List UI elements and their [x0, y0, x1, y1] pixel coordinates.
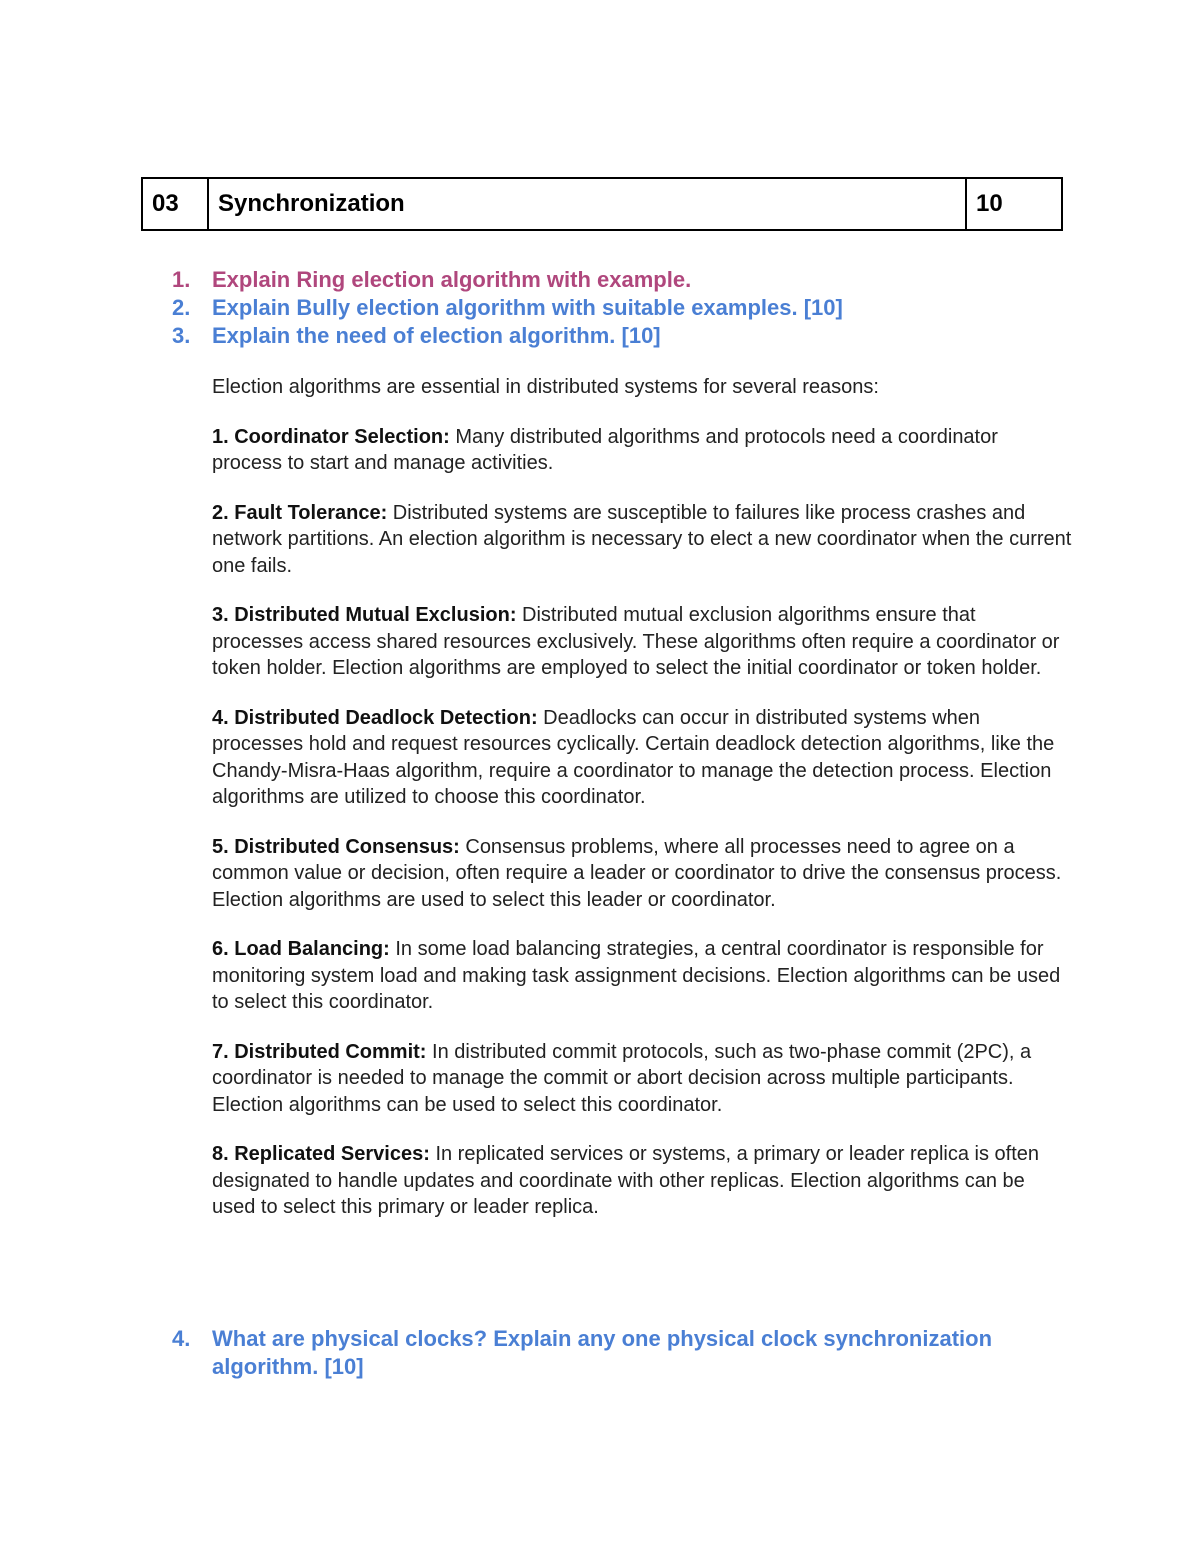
answer-intro: Election algorithms are essential in distributed systems for several reasons:	[212, 376, 879, 398]
question-item	[172, 1325, 1072, 1381]
point-body: In some load balancing strategies, a central coordinator is responsible for monitoring system load and making task assignment decisions. Election algorithms can be used to select this coordinator.	[212, 938, 1061, 1013]
question-number: 1.	[172, 267, 191, 292]
point-title: 1. Coordinator Selection:	[212, 425, 450, 448]
point-body: Distributed mutual exclusion algorithms ensure that processes access shared resources exclusively. These algorithms often require a coordinator or token holder. Election algorithms are employed to select the initial coordinator or token holder.	[212, 604, 1060, 679]
point-title: 2. Fault Tolerance:	[212, 501, 388, 524]
point-title: 5. Distributed Consensus:	[212, 835, 460, 858]
question-item	[172, 266, 1072, 294]
point-body: Deadlocks can occur in distributed systems when processes hold and request resources cyclically. Certain deadlock detection algorithms, like the Chandy-Misra-Haas algorithm, require a coordinator to manage the detection process. Election algorithms are utilized to choose this coordinator.	[212, 706, 1055, 808]
point-title: 7. Distributed Commit:	[212, 1040, 427, 1063]
question-text: What are physical clocks? Explain any one physical clock synchronization algorithm. [10]	[212, 1326, 993, 1379]
unit-number: 03	[142, 178, 208, 230]
question-text: Explain Bully election algorithm with suitable examples. [10]	[212, 295, 843, 320]
question-item	[172, 294, 1072, 322]
answer-body	[212, 374, 1072, 1244]
question-text: Explain Ring election algorithm with example.	[212, 267, 692, 292]
question-list	[172, 266, 1072, 350]
question-number: 4.	[172, 1326, 191, 1351]
point-title: 6. Load Balancing:	[212, 938, 390, 960]
answer-point	[212, 500, 1072, 580]
answer-point	[212, 1141, 1072, 1221]
question-number: 2.	[172, 295, 191, 320]
point-body: In distributed commit protocols, such as two-phase commit (2PC), a coordinator is needed to manage the commit or abort decision across multiple participants. Election algorithms can be used to select this coordinator.	[212, 1040, 1032, 1116]
unit-header-table	[141, 177, 1063, 231]
unit-title: Synchronization	[208, 178, 966, 230]
answer-point	[212, 602, 1072, 682]
answer-point	[212, 1039, 1072, 1119]
unit-marks: 10	[966, 178, 1062, 230]
answer-point	[212, 834, 1072, 914]
answer-point	[212, 705, 1072, 811]
point-title: 4. Distributed Deadlock Detection:	[212, 706, 538, 729]
question-number: 3.	[172, 323, 191, 348]
point-title: 8. Replicated Services:	[212, 1143, 430, 1165]
question-text: Explain the need of election algorithm. [10]	[212, 323, 661, 348]
answer-point	[212, 424, 1072, 477]
point-body: Many distributed algorithms and protocols need a coordinator process to start and manage activities.	[212, 425, 998, 474]
point-title: 3. Distributed Mutual Exclusion:	[212, 604, 517, 626]
point-body: In replicated services or systems, a primary or leader replica is often designated to handle updates and coordinate with other replicas. Election algorithms can be used to select this primary or leader replica.	[212, 1143, 1040, 1218]
point-body: Consensus problems, where all processes need to agree on a common value or decision, often require a leader or coordinator to drive the consensus process. Election algorithms are used to select this leader or coordinator.	[212, 835, 1062, 911]
answer-point	[212, 936, 1072, 1016]
point-body: Distributed systems are susceptible to failures like process crashes and network partitions. An election algorithm is necessary to elect a new coordinator when the current one fails.	[212, 501, 1072, 577]
question-item	[172, 322, 1072, 350]
